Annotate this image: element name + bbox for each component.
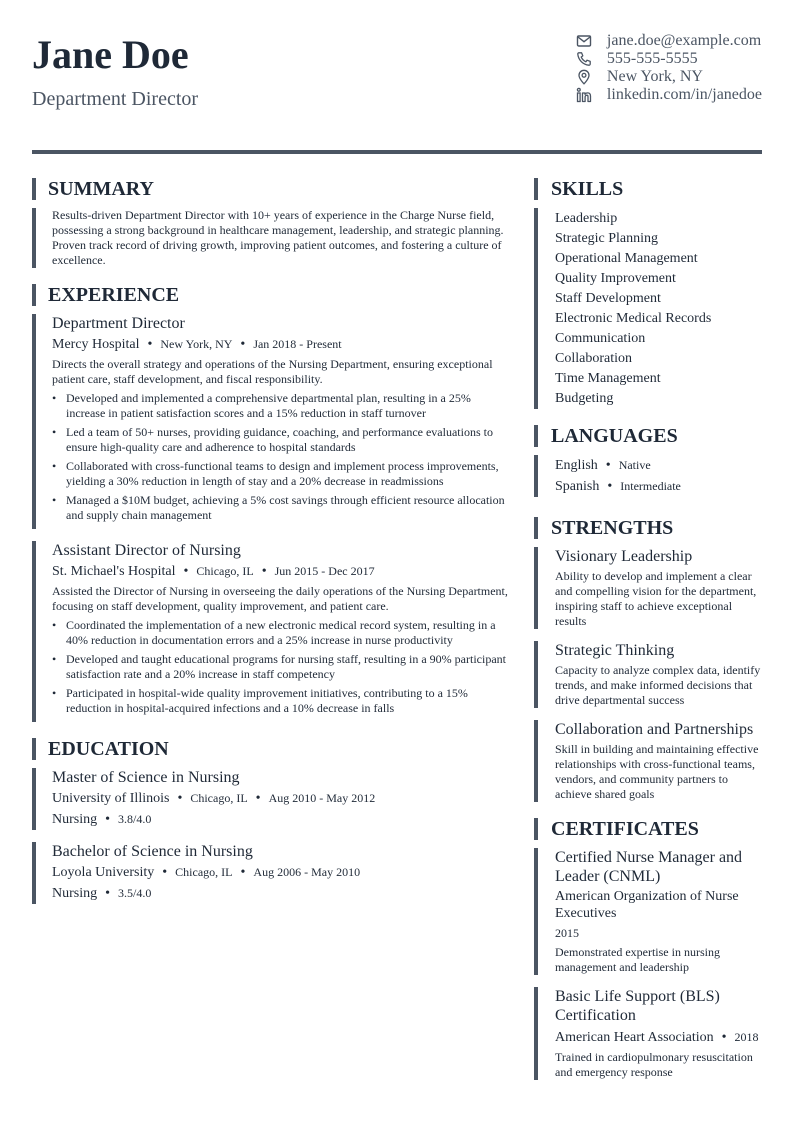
language-level: Native — [618, 458, 651, 472]
contact-location — [576, 68, 762, 86]
job-company: Mercy Hospital — [52, 337, 140, 352]
language-item: Spanish • Intermediate — [555, 479, 681, 494]
job-title: Department Director — [52, 315, 185, 332]
degree-title: Bachelor of Science in Nursing — [52, 843, 253, 860]
education-dates: Aug 2010 - May 2012 — [268, 791, 376, 805]
skill-item: Leadership — [555, 211, 618, 226]
strength-entry — [534, 641, 762, 708]
language-name: Spanish — [555, 479, 600, 494]
summary-heading: SUMMARY — [32, 178, 512, 200]
language-name: English — [555, 458, 598, 473]
contact-linkedin[interactable] — [576, 86, 762, 104]
phone-icon — [576, 51, 592, 67]
certificate-entry — [534, 848, 762, 975]
linkedin-icon — [576, 87, 592, 103]
job-bullet: • Developed and taught educational programs for nursing staff, resulting in a 90% participant satisfaction rate and a 20% increase in staff competency — [52, 652, 512, 682]
skill-item: Time Management — [555, 371, 661, 386]
certificate-description: Demonstrated expertise in nursing management and leadership — [555, 945, 720, 974]
job-company: St. Michael's Hospital — [52, 564, 176, 579]
skill-item: Operational Management — [555, 251, 698, 266]
school-location: Chicago, IL — [190, 791, 248, 805]
education-meta: Loyola University • Chicago, IL • Aug 2006 - May 2010 — [52, 865, 361, 880]
certificate-year: 2015 — [555, 926, 579, 940]
job-meta: Mercy Hospital • New York, NY • Jan 2018 - Present — [52, 337, 342, 352]
language-level: Intermediate — [620, 479, 681, 493]
strength-entry — [534, 547, 762, 629]
header-divider — [32, 150, 762, 154]
languages-heading: LANGUAGES — [534, 425, 762, 447]
job-location: New York, NY — [160, 337, 233, 351]
strength-entry — [534, 720, 762, 802]
field-name: Nursing — [52, 812, 98, 827]
main-column — [32, 178, 512, 904]
email-text: jane.doe@example.com — [606, 32, 762, 49]
skill-item: Staff Development — [555, 291, 661, 306]
strength-title: Strategic Thinking — [555, 642, 675, 659]
certificate-title: Basic Life Support (BLS) Certification — [555, 988, 720, 1024]
side-column — [534, 178, 762, 1080]
job-title: Assistant Director of Nursing — [52, 542, 241, 559]
job-bullet: • Participated in hospital-wide quality improvement initiatives, contributing to a 15% reduction in hospital-acquired infections and a 10% decrease in falls — [52, 686, 512, 716]
skills-heading: SKILLS — [534, 178, 762, 200]
experience-entry — [32, 541, 512, 722]
education-meta: University of Illinois • Chicago, IL • Aug 2010 - May 2012 — [52, 791, 376, 806]
job-bullets — [52, 391, 512, 523]
job-meta: St. Michael's Hospital • Chicago, IL • Jun 2015 - Dec 2017 — [52, 564, 375, 579]
certificate-title: Certified Nurse Manager and Leader (CNML) — [555, 849, 743, 885]
skill-item: Collaboration — [555, 351, 632, 366]
gpa: 3.8/4.0 — [118, 812, 152, 826]
language-item: English • Native — [555, 458, 651, 473]
strength-title: Collaboration and Partnerships — [555, 721, 754, 738]
job-bullet: • Collaborated with cross-functional teams to design and implement process improvements, yielding a 30% reduction in length of stay and a 20% decrease in readmissions — [52, 459, 512, 489]
skill-item: Strategic Planning — [555, 231, 659, 246]
gpa: 3.5/4.0 — [118, 886, 152, 900]
job-dates: Jun 2015 - Dec 2017 — [274, 564, 375, 578]
location-text: New York, NY — [606, 68, 703, 85]
contact-info — [576, 32, 762, 104]
job-bullet: • Coordinated the implementation of a new electronic medical record system, resulting in a 40% reduction in documentation errors and a 25% increase in nurse productivity — [52, 618, 512, 648]
strength-description: Skill in building and maintaining effective relationships with cross-functional teams, vendors, and community partners to achieve shared goals — [555, 742, 759, 801]
school-name: Loyola University — [52, 865, 155, 880]
education-heading: EDUCATION — [32, 738, 512, 760]
experience-heading: EXPERIENCE — [32, 284, 512, 306]
job-dates: Jan 2018 - Present — [253, 337, 342, 351]
education-field: Nursing • 3.5/4.0 — [52, 886, 152, 901]
phone-text: 555-555-5555 — [606, 50, 698, 67]
education-dates: Aug 2006 - May 2010 — [253, 865, 361, 879]
job-description: Assisted the Director of Nursing in overseeing the daily operations of the Nursing Department, focusing on staff development, quality improvement, and patient care. — [52, 584, 508, 613]
certificate-issuer: American Heart Association — [555, 1030, 714, 1045]
education-entry — [32, 842, 512, 904]
experience-entry — [32, 314, 512, 529]
skill-item: Quality Improvement — [555, 271, 676, 286]
strength-description: Ability to develop and implement a clear and compelling vision for the department, inspiring staff to achieve exceptional results — [555, 569, 757, 628]
resume-header — [32, 32, 762, 122]
job-bullet: • Managed a $10M budget, achieving a 5% cost savings through efficient resource allocation and supply chain management — [52, 493, 512, 523]
contact-email[interactable] — [576, 32, 762, 50]
candidate-title: Department Director — [32, 88, 199, 110]
degree-title: Master of Science in Nursing — [52, 769, 240, 786]
certificate-year: 2018 — [734, 1030, 759, 1044]
summary-block — [32, 208, 512, 268]
certificate-meta: American Heart Association • 2018 — [555, 1030, 759, 1045]
job-description: Directs the overall strategy and operations of the Nursing Department, ensuring exceptional patient care, staff development, and fiscal responsibility. — [52, 357, 493, 386]
education-field: Nursing • 3.8/4.0 — [52, 812, 152, 827]
mail-icon — [576, 33, 592, 49]
skills-block — [534, 208, 762, 409]
strength-title: Visionary Leadership — [555, 548, 693, 565]
skill-item: Budgeting — [555, 391, 614, 406]
certificate-description: Trained in cardiopulmonary resuscitation and emergency response — [555, 1050, 753, 1079]
strengths-heading: STRENGTHS — [534, 517, 762, 539]
certificate-entry — [534, 987, 762, 1080]
field-name: Nursing — [52, 886, 98, 901]
school-name: University of Illinois — [52, 791, 170, 806]
certificate-issuer: American Organization of Nurse Executives — [555, 889, 739, 921]
map-pin-icon — [576, 69, 592, 85]
contact-phone[interactable] — [576, 50, 762, 68]
skill-item: Electronic Medical Records — [555, 311, 712, 326]
education-entry — [32, 768, 512, 830]
job-bullet: • Led a team of 50+ nurses, providing guidance, coaching, and performance evaluations to ensure high-quality care and adherence to hospital standards — [52, 425, 512, 455]
job-location: Chicago, IL — [196, 564, 254, 578]
languages-block — [534, 455, 762, 497]
skill-item: Communication — [555, 331, 646, 346]
job-bullets — [52, 618, 512, 716]
strength-description: Capacity to analyze complex data, identify trends, and make informed decisions that drive departmental success — [555, 663, 761, 707]
school-location: Chicago, IL — [175, 865, 233, 879]
linkedin-text: linkedin.com/in/janedoe — [606, 86, 762, 103]
certificates-heading: CERTIFICATES — [534, 818, 762, 840]
candidate-name: Jane Doe — [32, 32, 189, 77]
job-bullet: • Developed and implemented a comprehensive departmental plan, resulting in a 25% increase in patient satisfaction scores and a 15% reduction in staff turnover — [52, 391, 512, 421]
summary-text: Results-driven Department Director with 10+ years of experience in the Charge Nurse field, possessing a strong background in healthcare management, leadership, and strategic planning. Proven track record of driving growth, improving patient outcomes, and fostering a culture of excellence. — [52, 208, 504, 267]
